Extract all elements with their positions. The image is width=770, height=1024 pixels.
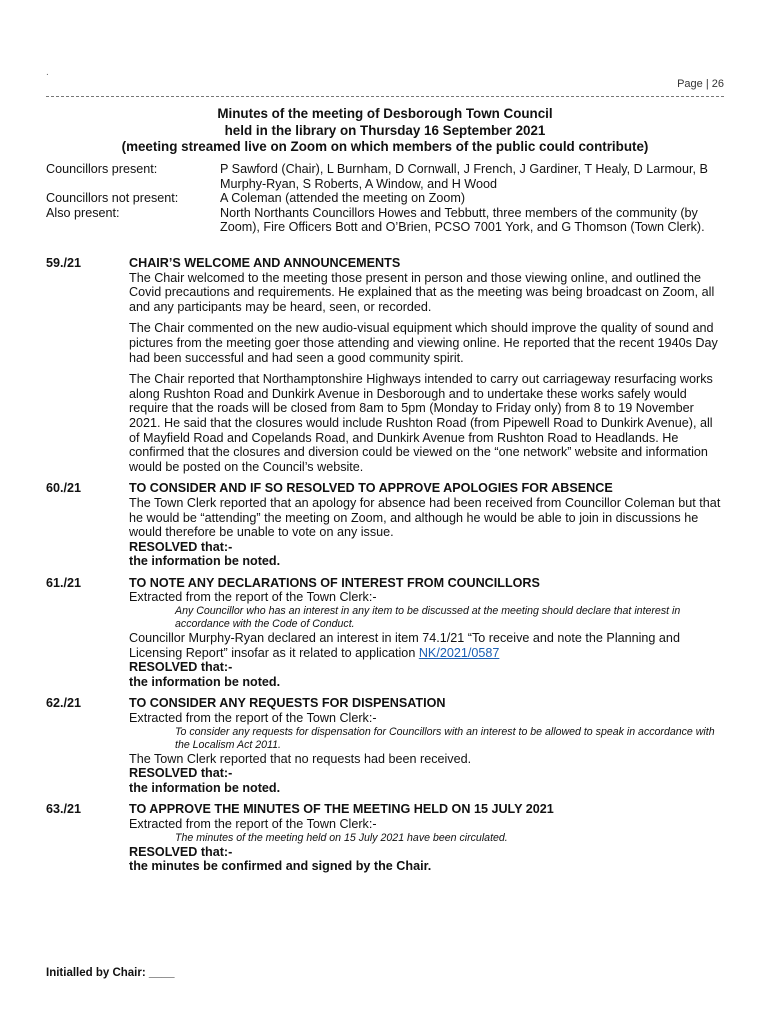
minute-item-62 [46,696,726,795]
page-number: Page | 26 [677,78,724,90]
attendance-value: North Northants Councillors Howes and Tebbutt, three members of the community (by Zoom), Fire Officers Bott and O’Brien, PCSO 7001 York, and G Thomson (Town Clerk). [220,205,705,235]
attendance-value: P Sawford (Chair), L Burnham, D Cornwall, J French, J Gardiner, T Healy, D Larmour, B Murphy-Ryan, S Roberts, A Window, and H Wood [220,162,708,191]
header-venue: held in the library on Thursday 16 September 2021 [224,122,546,138]
attendance-row-also-present [46,206,726,235]
minute-paragraph: The Chair commented on the new audio-visual equipment which should improve the quality of sound and pictures from the meeting goer those attending and viewing online. He reported that the recent 1940s Day had been successful and had seen a good community spirit. [129,321,718,365]
resolved-label: RESOLVED that:- [129,766,233,781]
report-quote: The minutes of the meeting held on 15 July 2021 have been circulated. [175,831,508,844]
attendance-label: Also present: [46,205,120,220]
minute-body [129,256,726,474]
header-title: Minutes of the meeting of Desborough Town Council [217,106,553,121]
report-quote: To consider any requests for dispensation for Councillors with an interest to be allowed to speak in accordance with the Localism Act 2011. [175,725,715,751]
attendance-row-not-present [46,191,726,206]
minute-number: 59./21 [46,256,82,270]
minute-number: 62./21 [46,696,82,711]
minute-number: 60./21 [46,481,82,496]
attendance-row-present [46,162,726,191]
minute-title: TO CONSIDER AND IF SO RESOLVED TO APPROVE APOLOGIES FOR ABSENCE [129,481,613,496]
resolution-text: the minutes be confirmed and signed by the Chair. [129,859,432,874]
planning-application-link[interactable]: NK/2021/0587 [418,645,500,660]
resolution-text: the information be noted. [129,554,281,569]
minute-item-61 [46,576,726,690]
attendance-section [46,162,726,235]
minute-item-63 [46,802,726,873]
page-dot: . [46,67,49,78]
resolved-label: RESOLVED that:- [129,539,233,554]
minute-title: TO NOTE ANY DECLARATIONS OF INTEREST FROM COUNCILLORS [129,575,540,590]
header-divider [46,96,724,97]
minute-body [129,802,726,873]
minute-paragraph: The Chair welcomed to the meeting those present in person and those viewing online, and outlined the Covid precautions and requirements. He explained that as the meeting was being broadcast on Zoom, all and any participants may be heard, seen, or recorded. [129,270,715,314]
minute-item-59 [46,256,726,474]
minute-title: CHAIR’S WELCOME AND ANNOUNCEMENTS [129,256,401,270]
resolved-label: RESOLVED that:- [129,660,233,675]
resolution-text: the information be noted. [129,780,281,795]
minute-paragraph [129,631,726,660]
minute-body [129,696,726,795]
resolved-label: RESOLVED that:- [129,844,233,859]
report-extract-label: Extracted from the report of the Town Clerk:- [129,590,377,605]
minute-number: 63./21 [46,802,82,817]
resolution-text: the information be noted. [129,674,281,689]
attendance-value: A Coleman (attended the meeting on Zoom) [220,191,466,206]
report-quote: Any Councillor who has an interest in any item to be discussed at the meeting should declare that interest in accordance with the Code of Conduct. [175,605,681,631]
minute-paragraph: The Town Clerk reported that an apology for absence had been received from Councillor Coleman but that he would be “attending” the meeting on Zoom, and although he would be able to join in discussions he would therefore be unable to vote on any issue. [129,495,721,540]
initialled-by-chair: Initialled by Chair: ____ [46,967,175,979]
minutes-header [46,106,724,156]
attendance-label: Councillors present: [46,162,158,176]
declaration-text: Councillor Murphy-Ryan declared an interest in item 74.1/21 “To receive and note the Planning and Licensing Report” insofar as it related to application [129,631,680,660]
minute-body [129,576,726,690]
minute-body [129,481,726,569]
report-extract-label: Extracted from the report of the Town Clerk:- [129,817,377,831]
minute-item-60 [46,481,726,569]
minute-title: TO APPROVE THE MINUTES OF THE MEETING HELD ON 15 JULY 2021 [129,802,554,817]
header-streaming-note: (meeting streamed live on Zoom on which members of the public could contribute) [121,139,649,154]
report-extract-label: Extracted from the report of the Town Clerk:- [129,711,377,726]
minute-title: TO CONSIDER ANY REQUESTS FOR DISPENSATION [129,696,446,711]
minute-number: 61./21 [46,575,82,590]
minute-paragraph: The Town Clerk reported that no requests had been received. [129,751,472,766]
minutes-items [46,256,726,881]
minute-paragraph: The Chair reported that Northamptonshire Highways intended to carry out carriageway resurfacing works along Rushton Road and Dunkirk Avenue in Desborough and to undertake these works safely would require that the roads will be closed from 8am to 5pm (Monday to Friday only) from 8 to 19 November 2021. He said that the closures would include Rushton Road (from Pipewell Road to Dunkirk Avenue), all of Mayfield Road and Copelands Road, and Dunkirk Avenue from Rushton Road to Headlands. He confirmed that the closures and diversion could be viewed on the “one network” website and information would be posted on the Council’s website. [129,372,713,474]
attendance-label: Councillors not present: [46,191,179,206]
